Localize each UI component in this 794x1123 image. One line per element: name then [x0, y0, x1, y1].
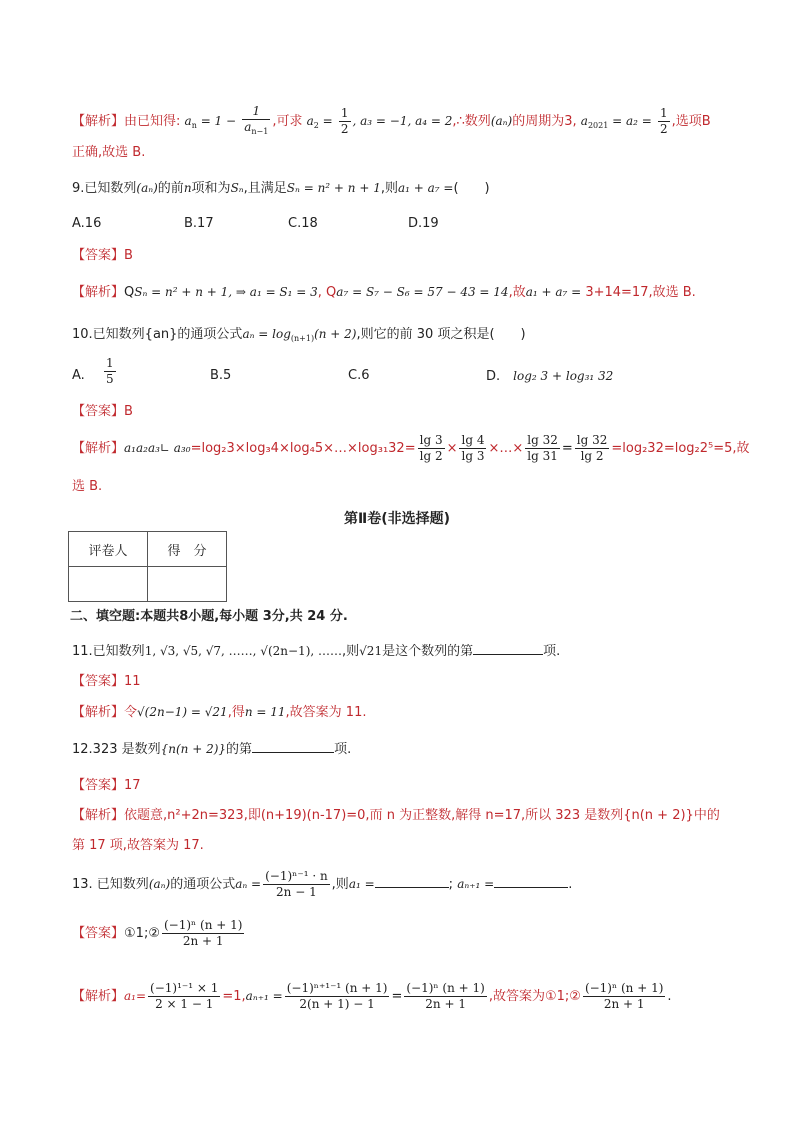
- formula-a2: $a_2$ =: [306, 114, 333, 130]
- fraction: $\frac{1}{a_{n-1}}$: [244, 104, 269, 136]
- q13-stem: 13. 已知数列(aₙ)的通项公式aₙ = $\frac{\text{(−1)ⁿ⁻¹ · n}}{2n - 1}$ ,则a₁ = ; aₙ₊₁ = .: [72, 869, 573, 899]
- fraction-half-2: $\frac{1}{2}$: [659, 106, 668, 136]
- q12-analysis: 【解析】依题意,n²+2n=323,即(n+19)(n-17)=0,而 n 为正整数,解得 n=17,所以 323 是数列{n(n + 2)}中的: [72, 808, 720, 823]
- grader-header: 评卷人: [69, 532, 148, 567]
- answer-blank: [252, 738, 334, 753]
- q9-stem: 9.已知数列(aₙ)的前n项和为Sₙ,且满足Sₙ = n² + n + 1,则a₁ + a₇ =( ): [72, 181, 490, 196]
- formula-a2021: $a_{2021} = a_2$ =: [580, 114, 652, 130]
- score-cell: [148, 567, 227, 602]
- fraction-half: $\frac{1}{2}$: [340, 106, 349, 136]
- option-c: C.6: [348, 368, 370, 383]
- score-table: [68, 531, 227, 602]
- answer-blank: [473, 640, 543, 655]
- formula-an: $a_n = 1$ −: [184, 114, 237, 130]
- q11-analysis: 【解析】令√(2n−1) = √21,得n = 11,故答案为 11.: [72, 705, 367, 720]
- option-a: A.16: [72, 216, 102, 231]
- option-d: D.19: [408, 216, 439, 231]
- q11-stem: 11.已知数列1, √3, √5, √7, ……, √(2n−1), ……,则√21是这个数列的第 项.: [72, 640, 560, 662]
- section-2-title: 二、填空题:本题共8小题,每小题 3分,共 24 分.: [70, 609, 348, 624]
- option-d: D. log₂ 3 + log₃₁ 32: [486, 369, 614, 384]
- q12-stem: 12.323 是数列{n(n + 2)}的第 项.: [72, 738, 351, 760]
- q11-answer: 【答案】11: [72, 674, 141, 689]
- option-c: C.18: [288, 216, 318, 231]
- q9-analysis: 【解析】QSₙ = n² + n + 1, ⇒ a₁ = S₁ = 3, Qa₇ = S₇ − S₆ = 57 − 43 = 14,故a₁ + a₇ = 3+14=17,故选 B.: [72, 285, 696, 300]
- q10-analysis: 【解析】a₁a₂a₃∟ a₃₀=log₂3×log₃4×log₄5×…×log₃₁32= $\frac{\lg 3}{\lg 2}$ × $\frac{\lg 4}{\lg 3}$ ×…× $\frac{\lg 32}{\lg 31}$ = $\frac{\lg 32}{\lg 2}$ =log₂32=log₂2⁵=5,故: [72, 433, 750, 463]
- analysis-label: 【解析】: [72, 114, 125, 129]
- q8-analysis-line2: 正确,故选 B.: [72, 145, 146, 160]
- option-a-fraction: $\frac{1}{5}$: [106, 356, 114, 386]
- option-a: A.: [72, 368, 85, 383]
- q12-analysis-cont: 第 17 项,故答案为 17.: [72, 838, 204, 853]
- score-header: 得 分: [148, 532, 227, 567]
- q8-analysis-line1: 【解析】由已知得: $a_n = 1$ − $\frac{1}{a_{n-1}}$ ,可求 $a_2$ = $\frac{1}{2}$ , a₃ = −1, a₄ = 2,∴数列(aₙ)的周期为3, $a_{2021} = a_2$ = $\frac{1}{2}$ ,选项B: [72, 104, 711, 139]
- answer-blank-2: [494, 873, 568, 888]
- q10-analysis-cont: 选 B.: [72, 479, 103, 494]
- option-b: B.17: [184, 216, 214, 231]
- grader-cell: [69, 567, 148, 602]
- q13-answer: 【答案】①1;② $\frac{\text{(−1)ⁿ (n + 1)}}{2n + 1}$: [72, 918, 243, 948]
- q10-options: [72, 356, 632, 396]
- q10-stem: 10.已知数列{an}的通项公式$a_n = \log_{(n+1)}(n + 2)$,则它的前 30 项之积是( ): [72, 327, 526, 343]
- q9-answer: 【答案】B: [72, 248, 133, 263]
- q13-analysis: 【解析】a₁= $\frac{\text{(−1)¹⁻¹ × 1}}{2 \times 1 - 1}$ =1,aₙ₊₁ = $\frac{\text{(−1)ⁿ⁺¹⁻¹ (n + 1)}}{2(n + 1) - 1}$ = $\frac{\text{(−1)ⁿ (n + 1)}}{2n + 1}$ ,故答案为①1;② $\frac{\text{(−1)ⁿ (n + 1)}}{2n + 1}$ .: [72, 981, 672, 1011]
- option-b: B.5: [210, 368, 232, 383]
- volume-2-title: 第Ⅱ卷(非选择题): [343, 511, 451, 527]
- q10-answer: 【答案】B: [72, 404, 133, 419]
- q12-answer: 【答案】17: [72, 778, 141, 793]
- answer-blank-1: [375, 873, 449, 888]
